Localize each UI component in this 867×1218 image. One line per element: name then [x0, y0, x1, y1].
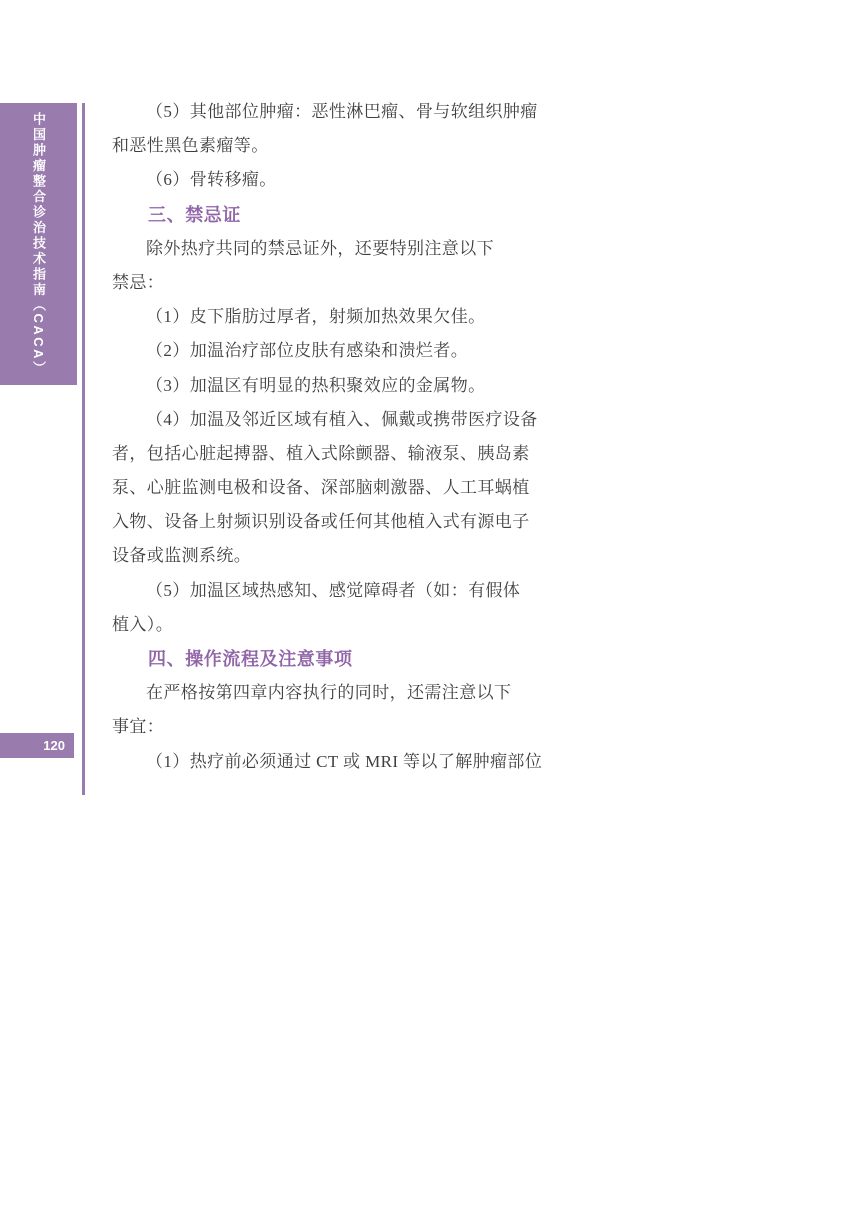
main-text-column	[112, 95, 592, 779]
body-line: （5）其他部位肿瘤：恶性淋巴瘤、骨与软组织肿瘤	[146, 102, 538, 121]
section-heading-procedure: 四、操作流程及注意事项	[148, 649, 353, 669]
body-line: （5）加温区域热感知、感觉障碍者（如：有假体	[146, 580, 521, 600]
body-line: 除外热疗共同的禁忌证外，还要特别注意以下	[146, 238, 494, 258]
guide-title-vertical-text: 中国肿瘤整合诊治技术指南（CACA）	[31, 111, 46, 377]
body-line: （2）加温治疗部位皮肤有感染和溃烂者。	[146, 341, 469, 361]
body-line: （6）骨转移瘤。	[146, 170, 277, 190]
body-line: 事宜：	[112, 717, 165, 737]
body-line: 在严格按第四章内容执行的同时，还需注意以下	[146, 683, 512, 703]
body-line: （1）皮下脂肪过厚者，射频加热效果欠佳。	[146, 307, 486, 327]
body-line: 入物、设备上射频识别设备或任何其他植入式有源电子	[112, 512, 530, 532]
section-heading-contraindications: 三、禁忌证	[148, 204, 241, 225]
body-line: 植入）。	[112, 614, 174, 634]
body-line: 设备或监测系统。	[112, 546, 252, 566]
body-line: 禁忌：	[112, 272, 165, 292]
vertical-divider-rule	[82, 103, 85, 795]
body-line: 和恶性黑色素瘤等。	[112, 136, 269, 156]
guide-title-banner	[0, 103, 77, 385]
body-line: 者，包括心脏起搏器、植入式除颤器、输液泵、胰岛素	[112, 443, 530, 463]
body-line: （1）热疗前必须通过 CT 或 MRI 等以了解肿瘤部位	[146, 751, 543, 771]
body-line: （3）加温区有明显的热积聚效应的金属物。	[146, 375, 486, 395]
body-line: 泵、心脏监测电极和设备、深部脑刺激器、人工耳蜗植	[112, 478, 530, 498]
body-line: （4）加温及邻近区域有植入、佩戴或携带医疗设备	[146, 409, 538, 429]
page-number-badge: 120	[0, 733, 74, 758]
